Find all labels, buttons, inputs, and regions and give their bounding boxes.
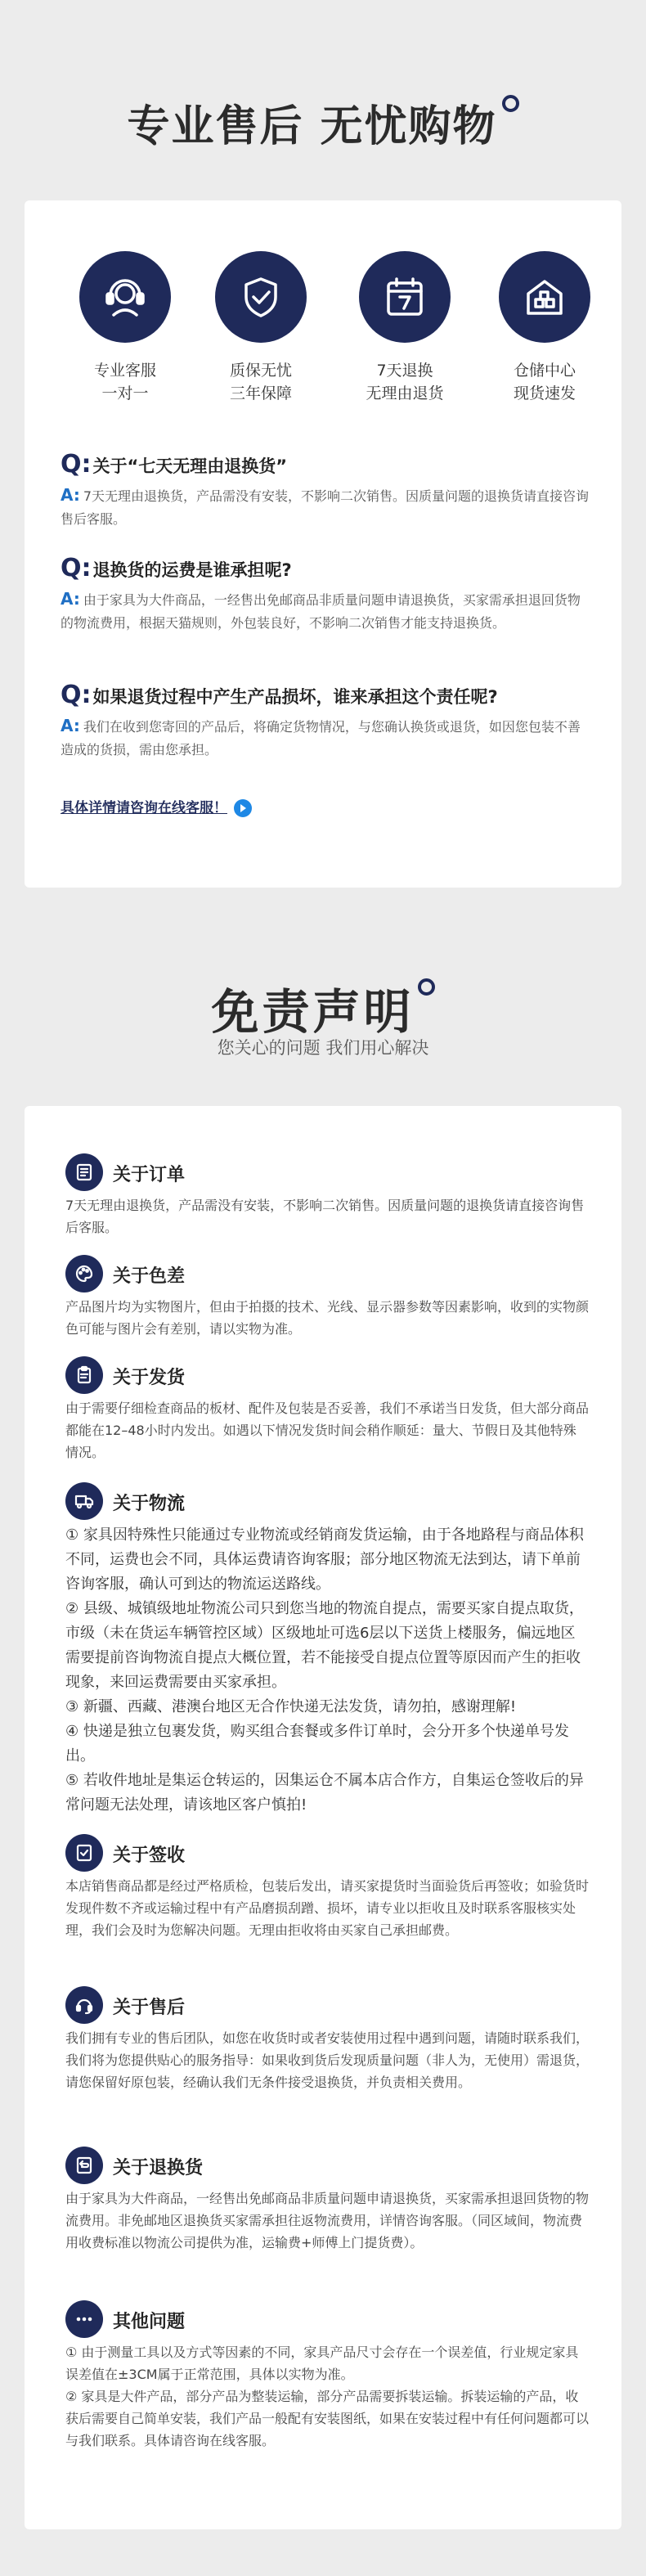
faq-item [61,452,592,531]
title-ring-icon [502,95,519,112]
block-paragraph: ① 家具因特殊性只能通过专业物流或经销商发货运输，由于各地路程与商品体积不同，运费也会不同，具体运费请咨询客服；部分地区物流无法到达，请下单前咨询客服，确认可到达的物流运送路线。 [65,1526,584,1593]
disclaimer-block-return [65,2147,589,2254]
block-paragraph: ① 由于测量工具以及方式等因素的不同，家具产品尺寸会存在一个误差值，行业规定家具误差值在±3CM属于正常范围，具体以实物为准。 [65,2344,579,2382]
consult-link-text[interactable]: 具体详情请咨询在线客服！ [61,800,227,816]
block-paragraph: ④ 快递是独立包裹发货，购买组合套餐或多件订单时，会分开多个快递单号发出。 [65,1723,569,1765]
feature-warehouse [479,251,610,405]
disclaimer-block-shipping [65,1356,589,1463]
disclaimer-block-color [65,1255,589,1340]
feature-line2: 三年保障 [229,384,292,402]
feature-line1: 7天退换 [376,362,433,380]
disclaimer-block-aftersale [65,1986,589,2093]
faq-item [61,556,592,635]
palette-icon [65,1255,103,1292]
q-mark: Q: [61,554,92,582]
faq-question: 如果退货过程中产生产品损坏，谁来承担这个责任呢? [92,687,498,707]
block-paragraph: 由于需要仔细检查商品的板材、配件及包装是否妥善，我们不承诺当日发货，但大部分商品都能在12–48小时内发出。如遇以下情况发货时间会稍作顺延：量大、节假日及其他特殊情况。 [65,1400,590,1460]
q-mark: Q: [61,450,92,479]
feature-line1: 仓储中心 [513,362,576,380]
title-ring-icon [418,978,435,996]
calendar-7-icon [359,251,451,343]
block-paragraph: ② 家具是大件产品，部分产品为整装运输，部分产品需要拆装运输。拆装运输的产品，收获后需要自己简单安装，我们产品一般配有安装图纸，如果在安装过程中有任何问题都可以与我们联系。具体请咨询在线客服。 [65,2389,590,2448]
service-title: 专业售后 无忧购物 [0,92,646,153]
return-icon [65,2147,103,2184]
disclaimer-block-other [65,2300,589,2452]
feature-line2: 一对一 [101,384,149,402]
checklist-icon [65,1834,103,1872]
clipboard-icon [65,1356,103,1394]
block-paragraph: 产品图片均为实物图片，但由于拍摄的技术、光线、显示器参数等因素影响，收到的实物颜色可能与图片会有差别，请以实物为准。 [65,1299,590,1337]
block-paragraph: 本店销售商品都是经过严格质检，包装后发出，请买家提货时当面验货后再签收；如验货时发现件数不齐或运输过程中有产品磨损刮蹭、损坏，请专业以拒收且及时联系客服核实处理，我们会及时为您解决问题。无理由拒收将由买家自己承担邮费。 [65,1878,590,1938]
faq-answer: 由于家具为大件商品，一经售出免邮商品非质量问题申请退换货，买家需承担退回货物的物流费用，根据天猫规则，外包装良好，不影响二次销售才能支持退换货。 [61,592,581,631]
headset-icon [79,251,171,343]
disclaimer-block-logistics [65,1482,589,1818]
block-title: 关于物流 [113,1494,186,1514]
block-title: 其他问题 [113,2312,186,2332]
a-mark: A: [61,716,80,735]
feature-line1: 专业客服 [93,362,156,380]
faq-question: 退换货的运费是谁承担呢? [92,560,292,580]
disclaimer-title: 免责声明 [0,973,646,1042]
a-mark: A: [61,485,80,505]
disclaimer-block-order [65,1153,589,1239]
feature-service [60,251,191,405]
q-mark: Q: [61,681,92,709]
block-paragraph: 7天无理由退换货，产品需没有安装，不影响二次销售。因质量问题的退换货请直接咨询售后客服。 [65,1198,585,1235]
block-title: 关于发货 [113,1368,186,1388]
feature-line2: 无理由退货 [366,384,444,402]
block-title: 关于退换货 [113,2158,204,2178]
feature-warranty [195,251,326,405]
block-paragraph: 我们拥有专业的售后团队，如您在收货时或者安装使用过程中遇到问题，请随时联系我们，我们将为您提供贴心的服务指导：如果收到货后发现质量问题（非人为，无使用）需退货，请您保留好原包装，经确认我们无条件接受退换货，并负责相关费用。 [65,2030,590,2090]
disclaimer-subtitle: 您关心的问题 我们用心解决 [217,1038,429,1058]
faq-answer: 7天无理由退换货，产品需没有安装，不影响二次销售。因质量问题的退换货请直接咨询售后客服。 [61,488,590,527]
shield-check-icon [215,251,307,343]
block-title: 关于色差 [113,1266,186,1287]
feature-line1: 质保无忧 [229,362,292,380]
disclaimer-block-signing [65,1834,589,1941]
faq-item [61,683,592,762]
a-mark: A: [61,589,80,609]
faq-answer: 我们在收到您寄回的产品后，将确定货物情况，与您确认换货或退货，如因您包装不善造成的货损，需由您承担。 [61,719,581,758]
document-icon [65,1153,103,1191]
truck-icon [65,1482,103,1520]
warehouse-icon [499,251,590,343]
block-paragraph: ⑤ 若收件地址是集运仓转运的，因集运仓不属本店合作方，自集运仓签收后的异常问题无法处理，请该地区客户慎拍! [65,1772,584,1814]
consult-online-link[interactable] [61,796,252,817]
arrow-right-icon[interactable] [234,799,252,817]
disclaimer-card [25,1106,621,2529]
faq-question: 关于“七天无理由退换货” [92,456,288,476]
feature-row [25,251,621,415]
more-icon [65,2300,103,2338]
block-title: 关于订单 [113,1165,186,1185]
service-card [25,200,621,888]
feature-return [339,251,470,405]
block-paragraph: ② 县级、城镇级地址物流公司只到您当地的物流自提点，需要买家自提点取货，市级（未在货运车辆管控区域）区级地址可选6层以下送货上楼服务，偏远地区需要提前咨询物流自提点大概位置，若不能接受自提点位置等原因而产生的拒收现象，来回运费需要由买家承担。 [65,1600,584,1691]
block-title: 关于签收 [113,1845,186,1866]
block-paragraph: ③ 新疆、西藏、港澳台地区无合作快递无法发货，请勿拍，感谢理解! [65,1698,517,1715]
headset-icon [65,1986,103,2024]
block-paragraph: 由于家具为大件商品，一经售出免邮商品非质量问题申请退换货，买家需承担退回货物的物流费用。非免邮地区退换货买家需承担往返物流费用，详情咨询客服。（同区域间，物流费用收费标准以物流公司提供为准，运输费+师傅上门提货费）。 [65,2191,590,2250]
feature-line2: 现货速发 [513,384,576,402]
block-title: 关于售后 [113,1998,186,2018]
